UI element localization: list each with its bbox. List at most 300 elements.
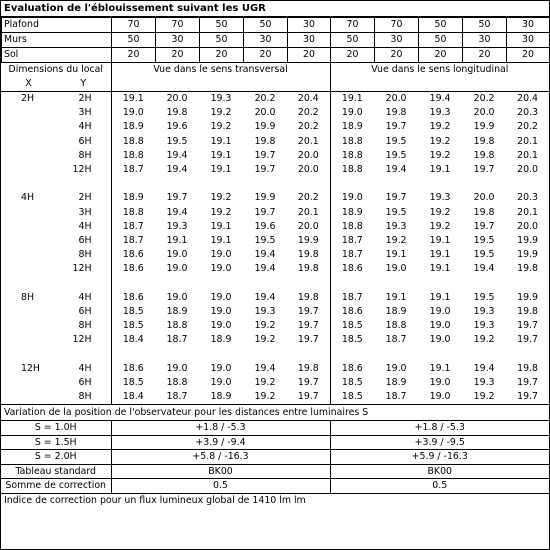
ugr-transversal-value: 19.0	[166, 249, 188, 261]
ugr-transversal-value: 19.6	[166, 121, 188, 133]
ugr-longitudinal-value: 19.8	[473, 149, 495, 161]
ugr-values-table	[1, 63, 549, 404]
ugr-longitudinal-value: 19.7	[473, 220, 495, 232]
ugr-longitudinal-value: 19.8	[385, 107, 407, 119]
table-row	[1, 220, 549, 234]
table-row	[1, 262, 549, 276]
ugr-transversal-value: 19.0	[210, 263, 232, 275]
ugr-transversal-value: 18.7	[166, 334, 188, 346]
ugr-longitudinal-value: 18.6	[341, 362, 363, 374]
ugr-transversal-value: 19.7	[287, 305, 330, 319]
ugr-transversal-value: 18.5	[122, 320, 144, 332]
ugr-transversal-value: 19.5	[254, 235, 276, 247]
ugr-longitudinal-value: 19.2	[429, 121, 451, 133]
ugr-transversal-value: 18.4	[122, 334, 144, 346]
ugr-longitudinal-value: 19.9	[517, 249, 539, 261]
header-value: 30	[507, 18, 550, 33]
ugr-longitudinal-value: 18.6	[341, 263, 363, 275]
ugr-transversal-value: 20.0	[254, 107, 276, 119]
ugr-longitudinal-value: 20.0	[473, 192, 495, 204]
ugr-longitudinal-value: 19.3	[385, 220, 407, 232]
ugr-longitudinal-value: 20.0	[385, 93, 407, 104]
header-value: 30	[244, 33, 288, 48]
ugr-transversal-value: 19.1	[210, 135, 232, 147]
ugr-longitudinal-value: 19.5	[385, 206, 407, 218]
ugr-longitudinal-value: 19.7	[517, 320, 539, 332]
ugr-longitudinal-value: 19.8	[473, 206, 495, 218]
room-y-dimension: 3H	[56, 106, 111, 120]
header-row	[2, 18, 550, 33]
ugr-transversal-value: 19.3	[210, 93, 232, 104]
room-x-dimension	[1, 305, 56, 319]
ugr-longitudinal-value: 19.4	[473, 263, 495, 275]
table-row	[1, 191, 549, 205]
ugr-transversal-value: 19.7	[287, 319, 330, 333]
variation-title: Variation de la position de l'observateur pour les distances entre luminaires S	[1, 404, 549, 421]
ugr-longitudinal-value: 19.7	[473, 164, 495, 176]
ugr-transversal-value: 18.8	[122, 135, 144, 147]
ugr-longitudinal-value: 19.4	[385, 164, 407, 176]
table-row	[1, 120, 549, 134]
ugr-longitudinal-value: 18.9	[385, 377, 407, 389]
variation-longitudinal: +3.9 / -9.5	[330, 435, 549, 450]
standard-label: Tableau standard	[1, 464, 111, 479]
header-value: 20	[331, 48, 375, 63]
ugr-transversal-value: 19.7	[287, 376, 330, 390]
ugr-transversal-value: 20.1	[287, 135, 330, 149]
ugr-longitudinal-value: 19.2	[473, 391, 495, 403]
room-x-dimension: 4H	[21, 192, 35, 204]
ugr-transversal-value: 18.6	[122, 263, 144, 275]
ugr-longitudinal-value: 18.9	[341, 206, 363, 218]
ugr-longitudinal-value: 18.7	[385, 391, 407, 403]
ugr-longitudinal-value: 19.7	[385, 121, 407, 133]
ugr-longitudinal-value: 18.5	[341, 320, 363, 332]
ugr-longitudinal-value: 18.8	[341, 135, 363, 147]
ugr-longitudinal-value: 19.8	[517, 362, 539, 374]
ugr-transversal-value: 19.8	[166, 107, 188, 119]
header-value: 70	[331, 18, 375, 33]
ugr-transversal-value: 19.4	[254, 249, 276, 261]
standard-longitudinal: BK00	[330, 464, 549, 479]
ugr-transversal-value: 19.1	[210, 235, 232, 247]
spacing-label: S = 1.5H	[1, 435, 111, 450]
ugr-transversal-value: 19.0	[122, 107, 144, 119]
table-row	[1, 248, 549, 262]
table-row	[1, 149, 549, 163]
room-y-dimension: 12H	[56, 262, 111, 276]
ugr-longitudinal-value: 19.0	[429, 320, 451, 332]
ugr-longitudinal-value: 20.0	[517, 164, 539, 176]
header-value: 20	[200, 48, 244, 63]
ugr-transversal-value: 19.2	[210, 121, 232, 133]
ugr-longitudinal-value: 19.1	[429, 235, 451, 247]
ugr-transversal-value: 18.8	[122, 206, 144, 218]
ugr-longitudinal-value: 20.1	[517, 149, 539, 161]
room-y-dimension: 6H	[56, 135, 111, 149]
ugr-longitudinal-value: 19.2	[473, 334, 495, 346]
ugr-transversal-value: 18.7	[122, 235, 144, 247]
ugr-transversal-value: 19.6	[254, 220, 276, 232]
ugr-longitudinal-value: 19.0	[341, 107, 363, 119]
table-row	[1, 135, 549, 149]
ugr-transversal-value: 19.7	[287, 390, 330, 404]
ugr-transversal-value: 18.9	[210, 334, 232, 346]
header-value: 20	[244, 48, 288, 63]
reflectance-header-table	[1, 17, 550, 63]
ugr-longitudinal-value: 19.2	[429, 149, 451, 161]
header-value: 50	[200, 33, 244, 48]
ugr-longitudinal-value: 18.6	[341, 306, 363, 318]
y-axis-label: Y	[56, 77, 111, 92]
ugr-transversal-value: 19.0	[166, 362, 188, 374]
ugr-longitudinal-value: 19.3	[429, 192, 451, 204]
ugr-longitudinal-value: 20.0	[473, 107, 495, 119]
ugr-transversal-value: 19.0	[210, 320, 232, 332]
ugr-longitudinal-value: 18.9	[341, 121, 363, 133]
room-x-dimension	[1, 319, 56, 333]
ugr-longitudinal-value: 19.2	[429, 206, 451, 218]
ugr-transversal-value: 18.5	[122, 306, 144, 318]
ugr-transversal-value: 18.8	[122, 149, 144, 161]
ugr-longitudinal-value: 19.5	[473, 291, 495, 303]
table-row	[1, 376, 549, 390]
ugr-transversal-value: 19.4	[254, 291, 276, 303]
variation-row	[1, 435, 549, 450]
ugr-longitudinal-value: 18.5	[341, 391, 363, 403]
ugr-longitudinal-value: 19.1	[385, 249, 407, 261]
room-x-dimension	[1, 248, 56, 262]
ugr-longitudinal-value: 20.3	[517, 192, 539, 204]
ugr-transversal-value: 19.9	[287, 234, 330, 248]
ugr-transversal-value: 20.2	[287, 191, 330, 205]
ugr-longitudinal-value: 19.0	[385, 263, 407, 275]
ugr-longitudinal-value: 19.9	[517, 291, 539, 303]
ugr-transversal-value: 19.0	[210, 306, 232, 318]
table-row	[1, 291, 549, 305]
ugr-longitudinal-value: 19.8	[517, 306, 539, 318]
ugr-longitudinal-value: 18.7	[341, 249, 363, 261]
ugr-longitudinal-value: 20.3	[517, 107, 539, 119]
header-value: 50	[200, 18, 244, 33]
header-value: 70	[375, 18, 419, 33]
room-x-dimension: 12H	[21, 362, 40, 374]
ugr-transversal-value: 19.1	[210, 164, 232, 176]
ugr-longitudinal-value: 20.2	[473, 93, 495, 104]
header-value: 50	[244, 18, 288, 33]
variation-transversal: +1.8 / -5.3	[111, 421, 330, 435]
header-value: 30	[463, 33, 507, 48]
ugr-longitudinal-value: 18.7	[341, 235, 363, 247]
ugr-longitudinal-value: 19.9	[473, 121, 495, 133]
ugr-longitudinal-value: 18.7	[385, 334, 407, 346]
room-x-dimension	[1, 234, 56, 248]
ugr-transversal-value: 20.2	[287, 106, 330, 120]
ugr-longitudinal-value: 18.9	[385, 306, 407, 318]
ugr-transversal-value: 18.6	[122, 362, 144, 374]
longitudinal-view-label: Vue dans le sens longitudinal	[371, 64, 509, 75]
ugr-transversal-value: 19.8	[287, 262, 330, 276]
room-y-dimension: 4H	[56, 120, 111, 134]
room-x-dimension	[1, 262, 56, 276]
ugr-longitudinal-value: 19.0	[429, 306, 451, 318]
room-x-dimension	[1, 163, 56, 177]
header-value: 50	[463, 18, 507, 33]
ugr-longitudinal-value: 19.9	[517, 235, 539, 247]
header-value: 30	[375, 33, 419, 48]
dimensions-label: Dimensions du local	[1, 63, 111, 77]
standard-row	[1, 464, 549, 479]
table-row	[1, 106, 549, 120]
ugr-transversal-value: 20.0	[166, 93, 188, 104]
room-x-dimension: 8H	[21, 291, 35, 303]
ugr-transversal-value: 19.1	[166, 235, 188, 247]
room-x-dimension	[1, 390, 56, 404]
table-row	[1, 92, 549, 107]
ugr-transversal-value: 18.7	[122, 164, 144, 176]
ugr-longitudinal-value: 19.0	[429, 391, 451, 403]
ugr-transversal-value: 19.4	[166, 164, 188, 176]
ugr-transversal-value: 20.0	[287, 149, 330, 163]
ugr-longitudinal-value: 19.1	[341, 93, 363, 104]
ugr-transversal-value: 19.1	[210, 220, 232, 232]
ugr-transversal-value: 19.2	[254, 377, 276, 389]
header-value: 70	[112, 18, 156, 33]
ugr-longitudinal-value: 19.7	[385, 192, 407, 204]
ugr-longitudinal-value: 20.0	[517, 220, 539, 232]
ugr-longitudinal-value: 19.3	[473, 320, 495, 332]
ugr-longitudinal-value: 19.1	[429, 362, 451, 374]
ugr-transversal-value: 18.4	[122, 391, 144, 403]
ugr-transversal-value: 19.0	[166, 291, 188, 303]
ugr-longitudinal-value: 19.3	[473, 306, 495, 318]
ugr-transversal-value: 19.0	[166, 263, 188, 275]
ugr-transversal-value: 19.9	[254, 121, 276, 133]
ugr-transversal-value: 19.4	[254, 362, 276, 374]
ugr-transversal-value: 19.8	[254, 135, 276, 147]
ugr-transversal-value: 20.2	[254, 93, 276, 104]
ugr-longitudinal-value: 18.5	[341, 334, 363, 346]
table-row	[1, 163, 549, 177]
room-x-dimension	[1, 120, 56, 134]
ugr-longitudinal-value: 20.1	[517, 206, 539, 218]
correction-label: Somme de correction	[1, 479, 111, 494]
spacing-label: S = 2.0H	[1, 450, 111, 465]
correction-longitudinal: 0.5	[330, 479, 549, 494]
ugr-transversal-value: 19.2	[254, 391, 276, 403]
table-row	[1, 390, 549, 404]
header-value: 20	[507, 48, 550, 63]
ugr-transversal-value: 19.5	[166, 135, 188, 147]
ugr-longitudinal-value: 19.1	[429, 291, 451, 303]
ugr-longitudinal-value: 19.1	[429, 249, 451, 261]
room-y-dimension: 6H	[56, 376, 111, 390]
group-spacer	[1, 277, 549, 291]
room-y-dimension: 4H	[56, 291, 111, 305]
header-value: 50	[112, 33, 156, 48]
ugr-transversal-value: 18.7	[122, 220, 144, 232]
ugr-longitudinal-value: 19.0	[341, 192, 363, 204]
header-row	[2, 48, 550, 63]
ugr-longitudinal-value: 18.7	[341, 291, 363, 303]
room-y-dimension: 2H	[56, 92, 111, 107]
ugr-longitudinal-value: 19.3	[429, 107, 451, 119]
room-y-dimension: 8H	[56, 319, 111, 333]
ugr-transversal-value: 19.8	[287, 362, 330, 376]
header-row-label: Sol	[2, 48, 112, 63]
ugr-transversal-value: 19.7	[287, 333, 330, 347]
group-spacer	[1, 177, 549, 191]
room-y-dimension: 4H	[56, 220, 111, 234]
ugr-transversal-value: 18.9	[166, 306, 188, 318]
header-row	[2, 33, 550, 48]
room-y-dimension: 12H	[56, 163, 111, 177]
ugr-longitudinal-value: 18.8	[341, 220, 363, 232]
ugr-transversal-value: 18.5	[122, 377, 144, 389]
ugr-transversal-value: 20.4	[287, 92, 330, 107]
correction-transversal: 0.5	[111, 479, 330, 494]
ugr-transversal-value: 18.8	[166, 320, 188, 332]
header-value: 20	[463, 48, 507, 63]
ugr-transversal-value: 19.0	[210, 377, 232, 389]
header-value: 50	[419, 33, 463, 48]
ugr-transversal-value: 20.2	[287, 120, 330, 134]
room-y-dimension: 6H	[56, 234, 111, 248]
spacing-label: S = 1.0H	[1, 421, 111, 435]
ugr-transversal-value: 19.2	[254, 334, 276, 346]
ugr-transversal-value: 20.0	[287, 220, 330, 234]
header-row-label: Plafond	[2, 18, 112, 33]
ugr-longitudinal-value: 19.4	[473, 362, 495, 374]
room-y-dimension: 3H	[56, 206, 111, 220]
ugr-transversal-value: 19.7	[254, 149, 276, 161]
header-value: 50	[331, 33, 375, 48]
ugr-transversal-value: 19.8	[287, 248, 330, 262]
ugr-longitudinal-value: 20.1	[517, 135, 539, 147]
ugr-transversal-value: 18.8	[166, 377, 188, 389]
room-y-dimension: 8H	[56, 390, 111, 404]
variation-longitudinal: +1.8 / -5.3	[330, 421, 549, 435]
ugr-longitudinal-value: 19.1	[385, 291, 407, 303]
room-x-dimension	[1, 333, 56, 347]
transversal-view-label: Vue dans le sens transversal	[111, 63, 330, 77]
table-row	[1, 319, 549, 333]
ugr-transversal-value: 19.8	[287, 291, 330, 305]
ugr-longitudinal-value: 19.1	[429, 164, 451, 176]
table-row	[1, 234, 549, 248]
ugr-longitudinal-value: 19.0	[385, 362, 407, 374]
room-x-dimension	[1, 206, 56, 220]
ugr-longitudinal-value: 19.7	[517, 377, 539, 389]
ugr-transversal-value: 19.7	[254, 206, 276, 218]
header-value: 20	[156, 48, 200, 63]
room-x-dimension	[1, 135, 56, 149]
room-y-dimension: 8H	[56, 149, 111, 163]
header-value: 50	[419, 18, 463, 33]
ugr-longitudinal-value: 20.4	[517, 93, 539, 104]
correction-row	[1, 479, 549, 494]
variation-row	[1, 421, 549, 435]
header-value: 30	[288, 33, 331, 48]
header-row-label: Murs	[2, 33, 112, 48]
room-y-dimension: 4H	[56, 362, 111, 376]
ugr-transversal-value: 19.4	[166, 149, 188, 161]
ugr-longitudinal-value: 19.5	[385, 149, 407, 161]
ugr-longitudinal-value: 18.5	[341, 377, 363, 389]
ugr-transversal-value: 20.1	[287, 206, 330, 220]
ugr-longitudinal-value: 19.2	[385, 235, 407, 247]
correction-footnote: Indice de correction pour un flux lumineux global de 1410 lm lm	[4, 494, 306, 506]
document-title: Evaluation de l'éblouissement suivant les UGR	[1, 1, 549, 17]
ugr-longitudinal-value: 19.1	[429, 263, 451, 275]
ugr-transversal-value: 18.9	[210, 391, 232, 403]
x-axis-label: X	[25, 78, 32, 89]
ugr-longitudinal-value: 19.4	[429, 93, 451, 104]
ugr-longitudinal-value: 18.8	[341, 149, 363, 161]
ugr-longitudinal-value: 19.0	[429, 334, 451, 346]
room-y-dimension: 12H	[56, 333, 111, 347]
ugr-longitudinal-value: 19.5	[385, 135, 407, 147]
table-row	[1, 305, 549, 319]
ugr-transversal-value: 19.0	[210, 291, 232, 303]
variation-table	[1, 421, 549, 494]
ugr-transversal-value: 19.9	[254, 192, 276, 204]
ugr-transversal-value: 19.0	[210, 362, 232, 374]
header-value: 20	[112, 48, 156, 63]
ugr-transversal-value: 19.1	[210, 149, 232, 161]
ugr-transversal-value: 19.2	[210, 107, 232, 119]
variation-transversal: +5.8 / -16.3	[111, 450, 330, 465]
ugr-transversal-value: 19.7	[254, 164, 276, 176]
room-y-dimension: 6H	[56, 305, 111, 319]
ugr-longitudinal-value: 19.0	[429, 377, 451, 389]
ugr-longitudinal-value: 19.7	[517, 334, 539, 346]
room-y-dimension: 8H	[56, 248, 111, 262]
variation-longitudinal: +5.9 / -16.3	[330, 450, 549, 465]
room-y-dimension: 2H	[56, 191, 111, 205]
ugr-longitudinal-value: 19.8	[517, 263, 539, 275]
ugr-transversal-value: 19.1	[122, 93, 144, 104]
ugr-transversal-value: 19.2	[210, 192, 232, 204]
ugr-transversal-value: 18.6	[122, 249, 144, 261]
ugr-transversal-value: 18.6	[122, 291, 144, 303]
ugr-transversal-value: 20.0	[287, 163, 330, 177]
ugr-longitudinal-value: 19.2	[429, 135, 451, 147]
ugr-longitudinal-value: 18.8	[341, 164, 363, 176]
header-value: 30	[507, 33, 550, 48]
ugr-longitudinal-value: 19.5	[473, 235, 495, 247]
room-x-dimension: 2H	[21, 93, 35, 104]
variation-row	[1, 450, 549, 465]
table-row	[1, 333, 549, 347]
ugr-transversal-value: 18.9	[122, 192, 144, 204]
room-x-dimension	[1, 220, 56, 234]
table-row	[1, 206, 549, 220]
ugr-longitudinal-value: 19.8	[473, 135, 495, 147]
ugr-transversal-value: 19.3	[166, 220, 188, 232]
header-value: 70	[156, 18, 200, 33]
ugr-longitudinal-value: 19.7	[517, 391, 539, 403]
header-value: 20	[419, 48, 463, 63]
ugr-longitudinal-value: 20.2	[517, 121, 539, 133]
ugr-transversal-value: 18.9	[122, 121, 144, 133]
room-x-dimension	[1, 106, 56, 120]
header-value: 30	[288, 18, 331, 33]
ugr-transversal-value: 19.2	[210, 206, 232, 218]
group-spacer	[1, 348, 549, 362]
ugr-longitudinal-value: 19.2	[429, 220, 451, 232]
header-value: 20	[288, 48, 331, 63]
